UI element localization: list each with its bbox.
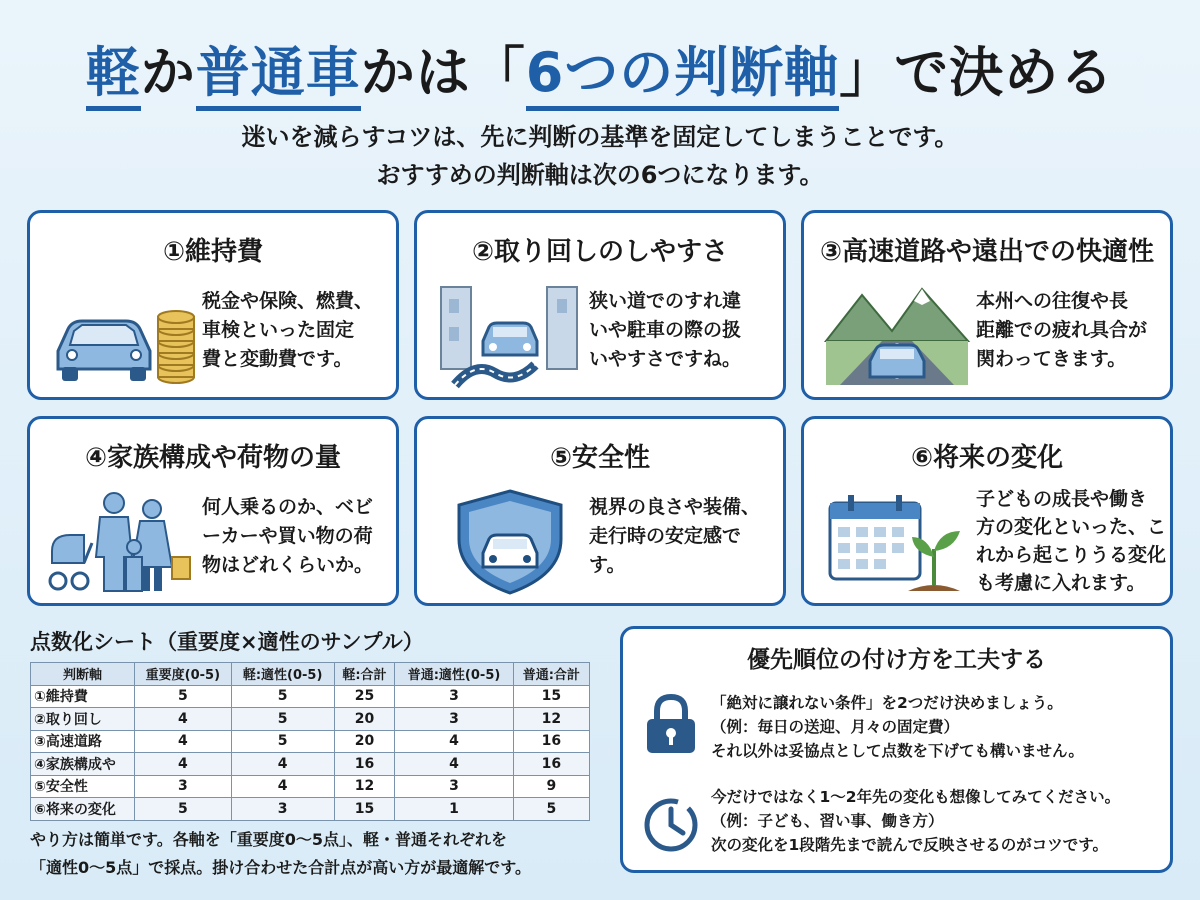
priority-title: 優先順位の付け方を工夫する bbox=[747, 647, 1046, 673]
card-description bbox=[202, 493, 392, 580]
card-line: 物はどれくらいか。 bbox=[202, 554, 374, 576]
car-narrow-road-icon bbox=[435, 281, 585, 391]
priority-line: それ以外は妥協点として点数を下げても構いません。 bbox=[711, 742, 1084, 760]
table-row bbox=[31, 708, 590, 731]
card-line: 関わってきます。 bbox=[976, 348, 1127, 370]
table-cell: ①維持費 bbox=[31, 685, 135, 708]
table-cell: 3 bbox=[395, 775, 513, 798]
column-header: 普通:適性(0-5) bbox=[395, 663, 513, 686]
page-title bbox=[0, 30, 1200, 105]
table-cell: 9 bbox=[513, 775, 589, 798]
table-cell: 12 bbox=[513, 708, 589, 731]
card-line: 走行時の安定感で bbox=[589, 525, 742, 547]
title-ka: か bbox=[140, 41, 196, 104]
table-cell: 3 bbox=[395, 708, 513, 731]
card-line: 子どもの成長や働き bbox=[976, 488, 1148, 510]
card-line: 視界の良さや装備、 bbox=[589, 496, 761, 518]
table-cell: 5 bbox=[513, 798, 589, 821]
table-cell: 20 bbox=[334, 730, 395, 753]
table-header-row bbox=[31, 663, 590, 686]
table-cell: 15 bbox=[334, 798, 395, 821]
card-description bbox=[202, 287, 392, 374]
column-header: 判断軸 bbox=[31, 663, 135, 686]
car-and-coins-icon bbox=[48, 281, 198, 391]
priority-line: 「絶対に譲れない条件」を2つだけ決めましょう。 bbox=[711, 694, 1063, 712]
card-future-changes bbox=[801, 416, 1173, 606]
column-header: 普通:合計 bbox=[513, 663, 589, 686]
table-cell: ③高速道路 bbox=[31, 730, 135, 753]
table-cell: 5 bbox=[231, 708, 334, 731]
table-row bbox=[31, 730, 590, 753]
card-line: 距離での疲れ具合が bbox=[976, 319, 1148, 341]
card-title: ④家族構成や荷物の量 bbox=[84, 443, 341, 473]
table-cell: 5 bbox=[231, 685, 334, 708]
priority-line: （例：毎日の送迎、月々の固定費） bbox=[711, 718, 960, 736]
card-description bbox=[976, 485, 1166, 597]
card-title: ⑥将来の変化 bbox=[910, 443, 1063, 473]
score-sheet-title: 点数化シート（重要度×適性のサンプル） bbox=[30, 630, 424, 654]
card-line: ーカーや買い物の荷 bbox=[202, 525, 373, 547]
table-cell: 4 bbox=[135, 753, 232, 776]
table-cell: 20 bbox=[334, 708, 395, 731]
table-cell: 3 bbox=[135, 775, 232, 798]
card-line: も考慮に入れます。 bbox=[976, 572, 1146, 594]
card-maintenance-cost bbox=[27, 210, 399, 400]
subtitle-line-2: おすすめの判断軸は次の6つになります。 bbox=[376, 161, 824, 189]
card-title: ③高速道路や遠出での快適性 bbox=[819, 237, 1154, 267]
card-safety bbox=[414, 416, 786, 606]
table-row bbox=[31, 775, 590, 798]
priority-line: 今だけではなく1〜2年先の変化も想像してみてください。 bbox=[711, 788, 1121, 806]
table-cell: 15 bbox=[513, 685, 589, 708]
title-end: 」で決める bbox=[839, 41, 1115, 104]
clock-icon bbox=[641, 791, 701, 857]
padlock-icon bbox=[641, 691, 701, 757]
table-cell: 5 bbox=[135, 798, 232, 821]
card-title: ①維持費 bbox=[162, 237, 263, 267]
table-cell: ⑥将来の変化 bbox=[31, 798, 135, 821]
priority-block-2 bbox=[711, 785, 1166, 857]
table-cell: ④家族構成や bbox=[31, 753, 135, 776]
table-cell: 12 bbox=[334, 775, 395, 798]
family-stroller-icon bbox=[48, 487, 198, 597]
card-line: 狭い道でのすれ違 bbox=[589, 290, 742, 312]
shield-car-icon bbox=[435, 487, 585, 597]
note-line-1: やり方は簡単です。各軸を「重要度0〜5点」、軽・普通それぞれを bbox=[30, 830, 507, 849]
priority-line: 次の変化を1段階先まで読んで反映させるのがコツです。 bbox=[711, 836, 1109, 854]
card-line: 方の変化といった、こ bbox=[976, 516, 1167, 538]
title-kei: 軽 bbox=[86, 41, 141, 111]
table-row bbox=[31, 798, 590, 821]
column-header: 軽:合計 bbox=[334, 663, 395, 686]
card-line: 税金や保険、燃費、 bbox=[202, 290, 374, 312]
card-description bbox=[589, 287, 779, 374]
card-description bbox=[589, 493, 779, 580]
highway-mountains-icon bbox=[822, 281, 972, 391]
priority-panel bbox=[620, 626, 1173, 873]
table-cell: 4 bbox=[135, 708, 232, 731]
title-kaha: かは「 bbox=[360, 41, 526, 104]
priority-line: （例：子ども、習い事、働き方） bbox=[711, 812, 944, 830]
table-cell: 4 bbox=[231, 753, 334, 776]
subtitle bbox=[0, 118, 1200, 194]
card-maneuverability bbox=[414, 210, 786, 400]
note-line-2: 「適性0〜5点」で採点。掛け合わせた合計点が高い方が最適解です。 bbox=[30, 858, 531, 877]
card-line: いやすさですね。 bbox=[589, 348, 742, 370]
table-cell: 4 bbox=[135, 730, 232, 753]
table-cell: ⑤安全性 bbox=[31, 775, 135, 798]
table-cell: 5 bbox=[231, 730, 334, 753]
card-line: いや駐車の際の扱 bbox=[589, 319, 742, 341]
card-line: 車検といった固定 bbox=[202, 319, 355, 341]
table-cell: 3 bbox=[231, 798, 334, 821]
column-header: 重要度(0-5) bbox=[135, 663, 232, 686]
table-row bbox=[31, 685, 590, 708]
table-cell: 25 bbox=[334, 685, 395, 708]
table-row bbox=[31, 753, 590, 776]
calendar-sprout-icon bbox=[822, 487, 972, 597]
card-line: 費と変動費です。 bbox=[202, 348, 353, 370]
score-sheet-note bbox=[30, 826, 600, 882]
table-cell: 5 bbox=[135, 685, 232, 708]
card-title: ⑤安全性 bbox=[549, 443, 650, 473]
card-line: 何人乗るのか、ベビ bbox=[202, 496, 374, 518]
card-family-luggage bbox=[27, 416, 399, 606]
table-cell: 4 bbox=[395, 730, 513, 753]
title-axes: 6つの判断軸 bbox=[526, 41, 840, 111]
table-cell: 4 bbox=[395, 753, 513, 776]
card-highway-comfort bbox=[801, 210, 1173, 400]
table-cell: ②取り回し bbox=[31, 708, 135, 731]
title-futsusha: 普通車 bbox=[196, 41, 361, 111]
table-cell: 16 bbox=[513, 730, 589, 753]
card-description bbox=[976, 287, 1166, 374]
card-line: 本州への往復や長 bbox=[976, 290, 1129, 312]
table-cell: 16 bbox=[513, 753, 589, 776]
table-cell: 1 bbox=[395, 798, 513, 821]
subtitle-line-1: 迷いを減らすコツは、先に判断の基準を固定してしまうことです。 bbox=[241, 123, 959, 151]
card-line: れから起こりうる変化 bbox=[976, 544, 1167, 566]
table-cell: 3 bbox=[395, 685, 513, 708]
priority-block-1 bbox=[711, 691, 1166, 763]
card-title: ②取り回しのしやすさ bbox=[471, 237, 728, 267]
column-header: 軽:適性(0-5) bbox=[231, 663, 334, 686]
table-cell: 4 bbox=[231, 775, 334, 798]
score-table bbox=[30, 662, 590, 821]
table-cell: 16 bbox=[334, 753, 395, 776]
card-line: す。 bbox=[589, 554, 626, 576]
